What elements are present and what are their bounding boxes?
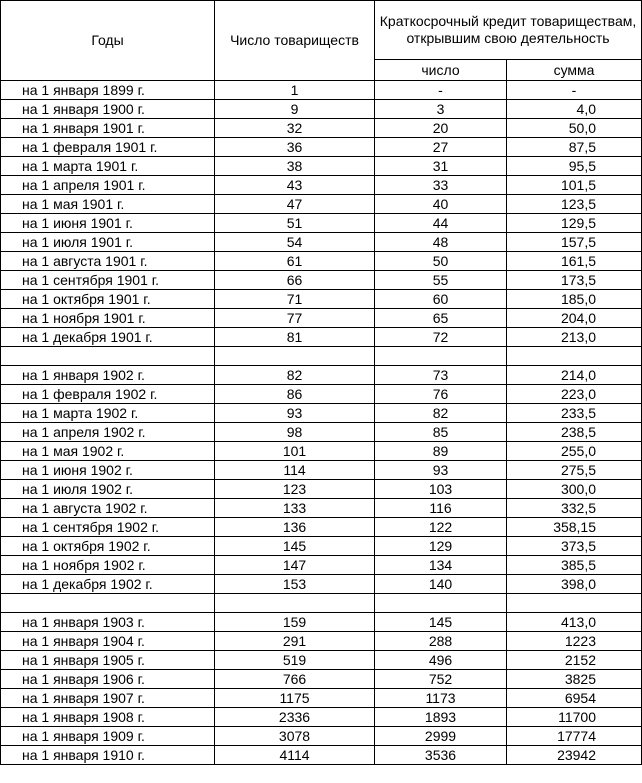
count-cell: 47 [215,195,375,214]
date-cell: на 1 января 1908 г. [1,708,215,727]
table-row [1,537,642,556]
count-cell: 3078 [215,727,375,746]
count-cell: 66 [215,271,375,290]
table-row [1,271,642,290]
date-cell: на 1 января 1906 г. [1,670,215,689]
sum-cell: 385,5 [507,556,642,575]
header-credit: Краткосрочный кредит товариществам, открывшим свою деятельность [375,1,642,60]
table-row [1,651,642,670]
count-cell: 81 [215,328,375,347]
number-cell: 496 [375,651,507,670]
table-row [1,347,642,366]
count-cell: 136 [215,518,375,537]
date-cell: на 1 января 1902 г. [1,366,215,385]
sum-cell: 2152 [507,651,642,670]
number-cell: 1173 [375,689,507,708]
number-cell: 140 [375,575,507,594]
number-cell: 752 [375,670,507,689]
table-row [1,632,642,651]
table-row [1,385,642,404]
count-cell: 1 [215,81,375,100]
count-cell: 71 [215,290,375,309]
sum-cell: 11700 [507,708,642,727]
number-cell: 76 [375,385,507,404]
date-cell [1,594,215,613]
number-cell: 116 [375,499,507,518]
sum-cell: 173,5 [507,271,642,290]
date-cell: на 1 июля 1901 г. [1,233,215,252]
sum-cell: 213,0 [507,328,642,347]
count-cell: 82 [215,366,375,385]
count-cell: 54 [215,233,375,252]
number-cell: 82 [375,404,507,423]
sum-cell: 4,0 [507,100,642,119]
sum-cell: 161,5 [507,252,642,271]
date-cell: на 1 октября 1902 г. [1,537,215,556]
number-cell: 89 [375,442,507,461]
table-row [1,708,642,727]
sum-cell: 123,5 [507,195,642,214]
sum-cell: 233,5 [507,404,642,423]
count-cell: 147 [215,556,375,575]
number-cell: 3 [375,100,507,119]
date-cell: на 1 февраля 1901 г. [1,138,215,157]
table-row [1,100,642,119]
table-row [1,81,642,100]
date-cell: на 1 октября 1901 г. [1,290,215,309]
sum-cell: 238,5 [507,423,642,442]
sum-cell: 223,0 [507,385,642,404]
number-cell: 129 [375,537,507,556]
sum-cell: 185,0 [507,290,642,309]
count-cell: 93 [215,404,375,423]
date-cell: на 1 января 1909 г. [1,727,215,746]
number-cell [375,594,507,613]
count-cell: 101 [215,442,375,461]
table-row [1,556,642,575]
date-cell: на 1 апреля 1901 г. [1,176,215,195]
table-row [1,670,642,689]
sum-cell: 204,0 [507,309,642,328]
count-cell: 32 [215,119,375,138]
date-cell: на 1 ноября 1902 г. [1,556,215,575]
date-cell [1,347,215,366]
number-cell: 72 [375,328,507,347]
number-cell: 44 [375,214,507,233]
number-cell: 55 [375,271,507,290]
count-cell: 98 [215,423,375,442]
count-cell: 291 [215,632,375,651]
date-cell: на 1 января 1905 г. [1,651,215,670]
sum-cell: 373,5 [507,537,642,556]
header-sum: сумма [507,60,642,81]
number-cell: - [375,81,507,100]
date-cell: на 1 января 1904 г. [1,632,215,651]
sum-cell: 101,5 [507,176,642,195]
sum-cell: 398,0 [507,575,642,594]
header-count: Число товариществ [215,1,375,81]
count-cell: 159 [215,613,375,632]
number-cell: 31 [375,157,507,176]
date-cell: на 1 августа 1901 г. [1,252,215,271]
table-row [1,746,642,765]
table-row [1,727,642,746]
sum-cell: 129,5 [507,214,642,233]
table-row [1,176,642,195]
sum-cell: 6954 [507,689,642,708]
number-cell: 50 [375,252,507,271]
sum-cell: 332,5 [507,499,642,518]
number-cell: 3536 [375,746,507,765]
number-cell: 93 [375,461,507,480]
count-cell: 61 [215,252,375,271]
date-cell: на 1 июня 1902 г. [1,461,215,480]
date-cell: на 1 декабря 1902 г. [1,575,215,594]
sum-cell: 3825 [507,670,642,689]
sum-cell: 255,0 [507,442,642,461]
date-cell: на 1 марта 1902 г. [1,404,215,423]
table-row [1,233,642,252]
table-row [1,613,642,632]
date-cell: на 1 декабря 1901 г. [1,328,215,347]
date-cell: на 1 января 1899 г. [1,81,215,100]
count-cell: 43 [215,176,375,195]
table-row [1,138,642,157]
date-cell: на 1 февраля 1902 г. [1,385,215,404]
date-cell: на 1 мая 1902 г. [1,442,215,461]
date-cell: на 1 августа 1902 г. [1,499,215,518]
number-cell: 2999 [375,727,507,746]
table-body [1,81,642,765]
number-cell: 48 [375,233,507,252]
count-cell: 38 [215,157,375,176]
table-row [1,518,642,537]
sum-cell: 157,5 [507,233,642,252]
sum-cell: - [507,81,642,100]
sum-cell: 275,5 [507,461,642,480]
sum-cell: 300,0 [507,480,642,499]
count-cell: 36 [215,138,375,157]
number-cell: 27 [375,138,507,157]
date-cell: на 1 января 1907 г. [1,689,215,708]
count-cell: 145 [215,537,375,556]
sum-cell: 87,5 [507,138,642,157]
table-row [1,404,642,423]
table-row [1,328,642,347]
count-cell [215,594,375,613]
number-cell: 134 [375,556,507,575]
sum-cell [507,347,642,366]
table-row [1,157,642,176]
count-cell [215,347,375,366]
table-row [1,575,642,594]
table-row [1,499,642,518]
date-cell: на 1 сентября 1902 г. [1,518,215,537]
table-row [1,195,642,214]
count-cell: 133 [215,499,375,518]
count-cell: 1175 [215,689,375,708]
sum-cell: 50,0 [507,119,642,138]
count-cell: 4114 [215,746,375,765]
header-years: Годы [1,1,215,81]
count-cell: 86 [215,385,375,404]
count-cell: 2336 [215,708,375,727]
header-number: число [375,60,507,81]
date-cell: на 1 апреля 1902 г. [1,423,215,442]
count-cell: 51 [215,214,375,233]
number-cell: 60 [375,290,507,309]
count-cell: 77 [215,309,375,328]
sum-cell: 23942 [507,746,642,765]
date-cell: на 1 сентября 1901 г. [1,271,215,290]
sum-cell: 358,15 [507,518,642,537]
date-cell: на 1 января 1900 г. [1,100,215,119]
table-row [1,119,642,138]
table-row [1,423,642,442]
table-row [1,461,642,480]
number-cell: 65 [375,309,507,328]
table-row [1,366,642,385]
number-cell: 85 [375,423,507,442]
date-cell: на 1 июля 1902 г. [1,480,215,499]
count-cell: 9 [215,100,375,119]
date-cell: на 1 июня 1901 г. [1,214,215,233]
table-row [1,689,642,708]
table-row [1,290,642,309]
table-row [1,214,642,233]
sum-cell: 1223 [507,632,642,651]
date-cell: на 1 января 1901 г. [1,119,215,138]
date-cell: на 1 мая 1901 г. [1,195,215,214]
count-cell: 123 [215,480,375,499]
number-cell: 288 [375,632,507,651]
number-cell: 122 [375,518,507,537]
table-row [1,594,642,613]
number-cell: 103 [375,480,507,499]
table-row [1,309,642,328]
count-cell: 153 [215,575,375,594]
sum-cell: 214,0 [507,366,642,385]
number-cell: 145 [375,613,507,632]
number-cell: 20 [375,119,507,138]
number-cell [375,347,507,366]
number-cell: 73 [375,366,507,385]
date-cell: на 1 января 1903 г. [1,613,215,632]
sum-cell: 17774 [507,727,642,746]
number-cell: 1893 [375,708,507,727]
date-cell: на 1 марта 1901 г. [1,157,215,176]
sum-cell: 413,0 [507,613,642,632]
sum-cell [507,594,642,613]
count-cell: 114 [215,461,375,480]
sum-cell: 95,5 [507,157,642,176]
table-row [1,252,642,271]
number-cell: 33 [375,176,507,195]
table-row [1,442,642,461]
date-cell: на 1 января 1910 г. [1,746,215,765]
number-cell: 40 [375,195,507,214]
count-cell: 766 [215,670,375,689]
date-cell: на 1 ноября 1901 г. [1,309,215,328]
count-cell: 519 [215,651,375,670]
table-row [1,480,642,499]
